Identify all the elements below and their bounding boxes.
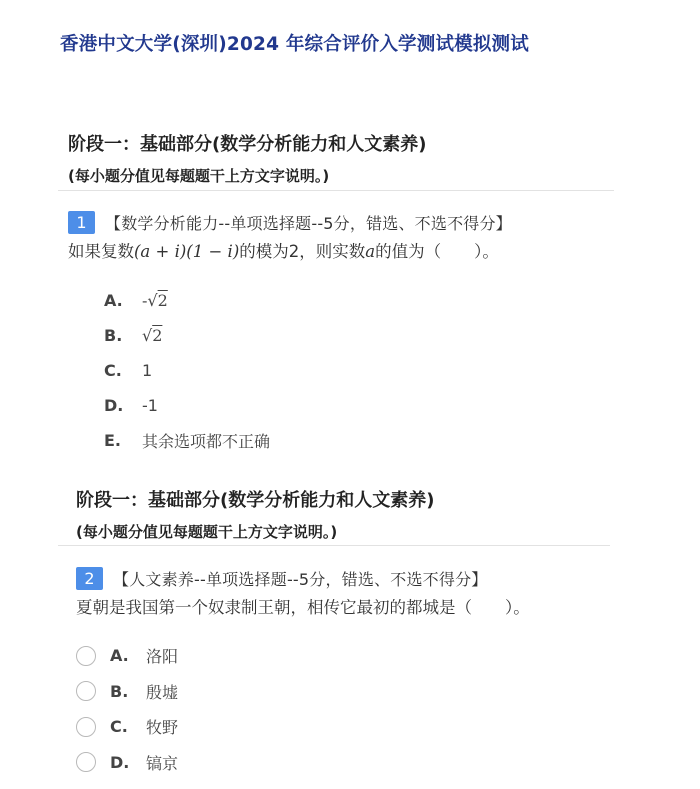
stem-text: 如果复数 — [68, 242, 134, 261]
option-letter: A. — [104, 291, 123, 310]
question-stem — [68, 238, 512, 262]
option-b[interactable] — [76, 674, 178, 710]
radicand: 2 — [157, 291, 168, 310]
question-number-badge: 1 — [68, 211, 95, 234]
section-divider — [58, 190, 614, 191]
stem-text: 的值为（ ）。 — [375, 242, 499, 261]
sqrt-symbol: √ — [142, 326, 153, 345]
option-d[interactable] — [104, 388, 270, 423]
option-text: 洛阳 — [146, 647, 179, 667]
option-letter: D. — [110, 752, 130, 772]
sqrt-symbol: √ — [147, 291, 158, 310]
stem-math-variable: a — [365, 242, 376, 261]
question-1 — [68, 211, 512, 262]
radio-button[interactable] — [76, 752, 96, 772]
option-letter: A. — [110, 646, 129, 666]
option-b[interactable] — [104, 318, 270, 353]
option-letter: B. — [104, 326, 123, 345]
option-letter: B. — [110, 681, 129, 701]
question-1-options — [104, 283, 270, 458]
section-note: (每小题分值见每题题干上方文字说明。) — [76, 523, 338, 541]
section-title: 阶段一：基础部分(数学分析能力和人文素养) — [76, 490, 435, 511]
option-c[interactable] — [76, 709, 178, 745]
section-title: 阶段一：基础部分(数学分析能力和人文素养) — [68, 134, 427, 155]
question-tag: 【人文素养--单项选择题--5分，错选、不选不得分】 — [113, 570, 488, 589]
section-divider — [58, 545, 610, 546]
option-text — [142, 291, 168, 310]
question-stem: 夏朝是我国第一个奴隶制王朝，相传它最初的都城是（ ）。 — [76, 598, 530, 617]
question-2 — [76, 567, 530, 618]
option-text — [142, 326, 162, 345]
radio-button[interactable] — [76, 717, 96, 737]
option-text: -1 — [142, 396, 158, 415]
question-2-options — [76, 638, 178, 780]
option-d[interactable] — [76, 745, 178, 781]
option-text: 镐京 — [146, 753, 179, 773]
page-title: 香港中文大学(深圳)2024 年综合评价入学测试模拟测试 — [60, 34, 529, 55]
option-c[interactable] — [104, 353, 270, 388]
section-note: (每小题分值见每题题干上方文字说明。) — [68, 167, 330, 185]
option-e[interactable] — [104, 423, 270, 458]
option-letter: D. — [104, 396, 124, 415]
radicand: 2 — [152, 326, 163, 345]
section-header-2 — [76, 486, 434, 542]
option-letter: C. — [104, 361, 122, 380]
question-header — [76, 567, 530, 590]
option-a[interactable] — [76, 638, 178, 674]
option-letter: E. — [104, 431, 122, 450]
option-text: 牧野 — [146, 718, 179, 738]
question-header — [68, 211, 512, 234]
section-header-1 — [68, 130, 426, 186]
stem-text: 的模为2，则实数 — [239, 242, 366, 261]
option-text: 殷墟 — [146, 682, 179, 702]
option-sign: - — [142, 291, 148, 310]
option-text: 其余选项都不正确 — [142, 432, 271, 451]
option-text: 1 — [142, 361, 153, 380]
radio-button[interactable] — [76, 681, 96, 701]
question-tag: 【数学分析能力--单项选择题--5分，错选、不选不得分】 — [105, 214, 512, 233]
option-a[interactable] — [104, 283, 270, 318]
question-number-badge: 2 — [76, 567, 103, 590]
option-letter: C. — [110, 717, 128, 737]
radio-button[interactable] — [76, 646, 96, 666]
stem-math-expression: (a + i)(1 − i) — [134, 242, 240, 261]
